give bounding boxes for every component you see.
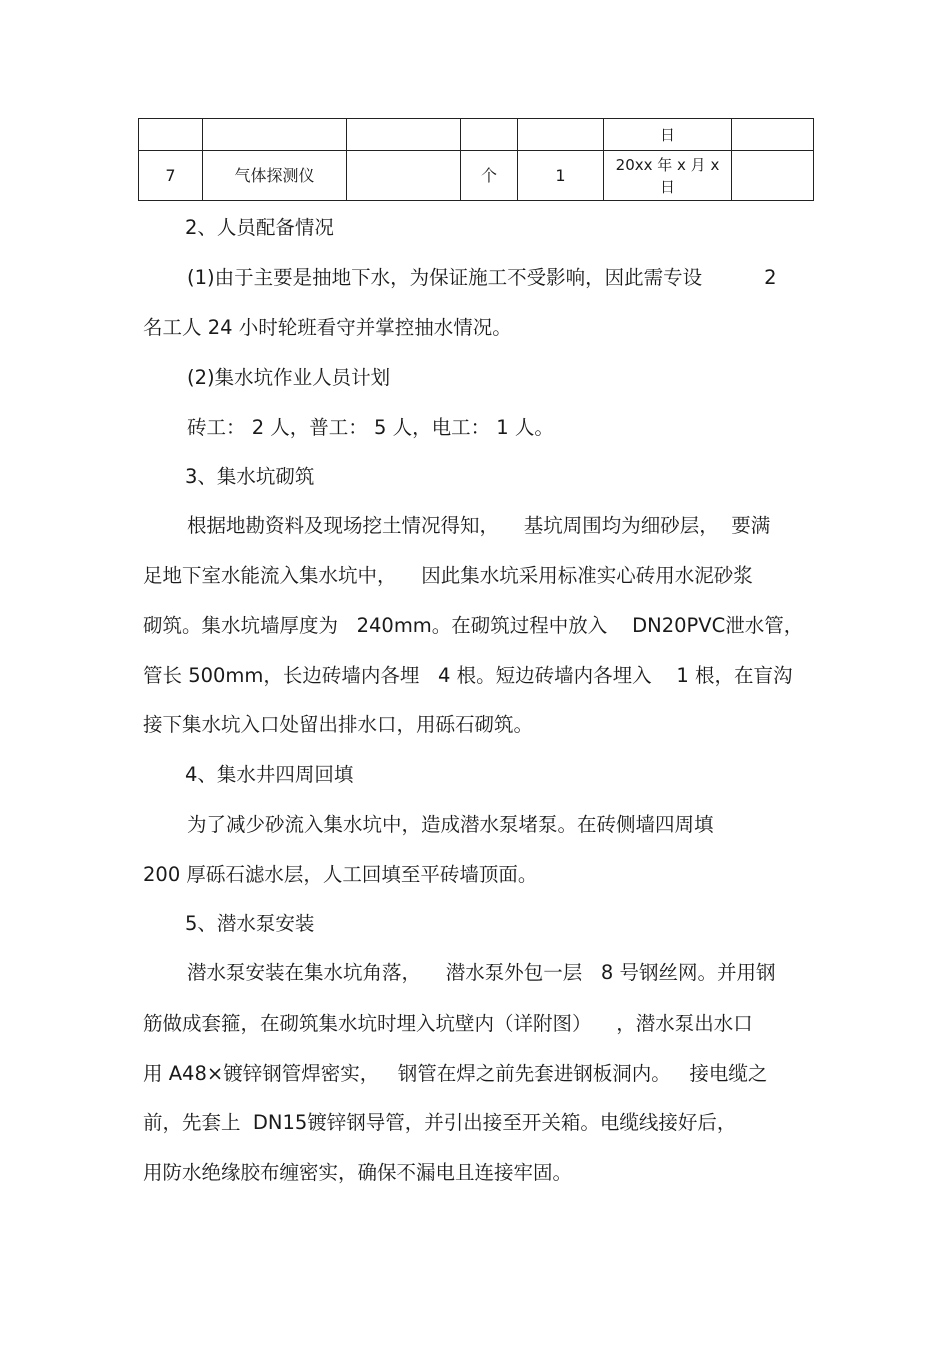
paragraph-line: 用防水绝缘胶布缠密实，确保不漏电且连接牢固。 <box>143 1161 573 1184</box>
paragraph-line: 200 厚砾石滤水层，人工回填至平砖墙顶面。 <box>143 863 538 886</box>
paragraph-line: 为了减少砂流入集水坑中，造成潜水泵堵泵。在砖侧墙四周填 <box>187 813 714 836</box>
section-heading: 2、人员配备情况 <box>185 216 334 239</box>
table-cell-qty <box>518 119 604 151</box>
table-cell-no: 7 <box>139 151 203 201</box>
table-cell-remark <box>732 151 814 201</box>
date-line-2: 日 <box>659 177 675 196</box>
table-row <box>139 151 814 201</box>
section-heading: 3、集水坑砌筑 <box>185 465 315 488</box>
paragraph-line: 前，先套上 DN15镀锌钢导管，并引出接至开关箱。电缆线接好后， <box>143 1111 737 1134</box>
section-heading: 4、集水井四周回填 <box>185 763 354 786</box>
paragraph-line: 潜水泵安装在集水坑角落， 潜水泵外包一层 8 号钢丝网。并用钢 <box>187 961 776 984</box>
table-cell-date <box>604 151 732 201</box>
table-cell-spec <box>347 151 461 201</box>
table-row <box>139 119 814 151</box>
table-cell-spec <box>347 119 461 151</box>
table-cell-date: 日 <box>604 119 732 151</box>
table-cell-name <box>203 119 347 151</box>
table-cell-remark <box>732 119 814 151</box>
paragraph-line: (1)由于主要是抽地下水，为保证施工不受影响，因此需专设 2 <box>187 266 777 289</box>
table-cell-qty: 1 <box>518 151 604 201</box>
table-cell-unit: 个 <box>461 151 518 201</box>
paragraph-line: 足地下室水能流入集水坑中， 因此集水坑采用标准实心砖用水泥砂浆 <box>143 564 753 587</box>
paragraph-line: 管长 500mm，长边砖墙内各埋 4 根。短边砖墙内各埋入 1 根，在盲沟 <box>143 664 793 687</box>
paragraph-line: 用 A48×镀锌钢管焊密实， 钢管在焊之前先套进钢板洞内。 接电缆之 <box>143 1062 768 1085</box>
paragraph-line: 接下集水坑入口处留出排水口，用砾石砌筑。 <box>143 713 534 736</box>
equipment-table <box>138 118 814 201</box>
paragraph-line: (2)集水坑作业人员计划 <box>187 366 391 389</box>
date-line-1: 20xx 年 x 月 x <box>615 155 720 174</box>
table-cell-unit <box>461 119 518 151</box>
paragraph-line: 砖工： 2 人，普工： 5 人，电工： 1 人。 <box>187 416 554 439</box>
table-cell-name: 气体探测仪 <box>203 151 347 201</box>
paragraph-line: 筋做成套箍，在砌筑集水坑时埋入坑壁内（详附图） ，潜水泵出水口 <box>143 1012 753 1035</box>
section-heading: 5、潜水泵安装 <box>185 912 315 935</box>
paragraph-line: 砌筑。集水坑墙厚度为 240mm。在砌筑过程中放入 DN20PVC泄水管， <box>143 614 804 637</box>
table-cell-no <box>139 119 203 151</box>
paragraph-line: 根据地勘资料及现场挖土情况得知， 基坑周围均为细砂层， 要满 <box>187 514 771 537</box>
paragraph-line: 名工人 24 小时轮班看守并掌控抽水情况。 <box>143 316 512 339</box>
